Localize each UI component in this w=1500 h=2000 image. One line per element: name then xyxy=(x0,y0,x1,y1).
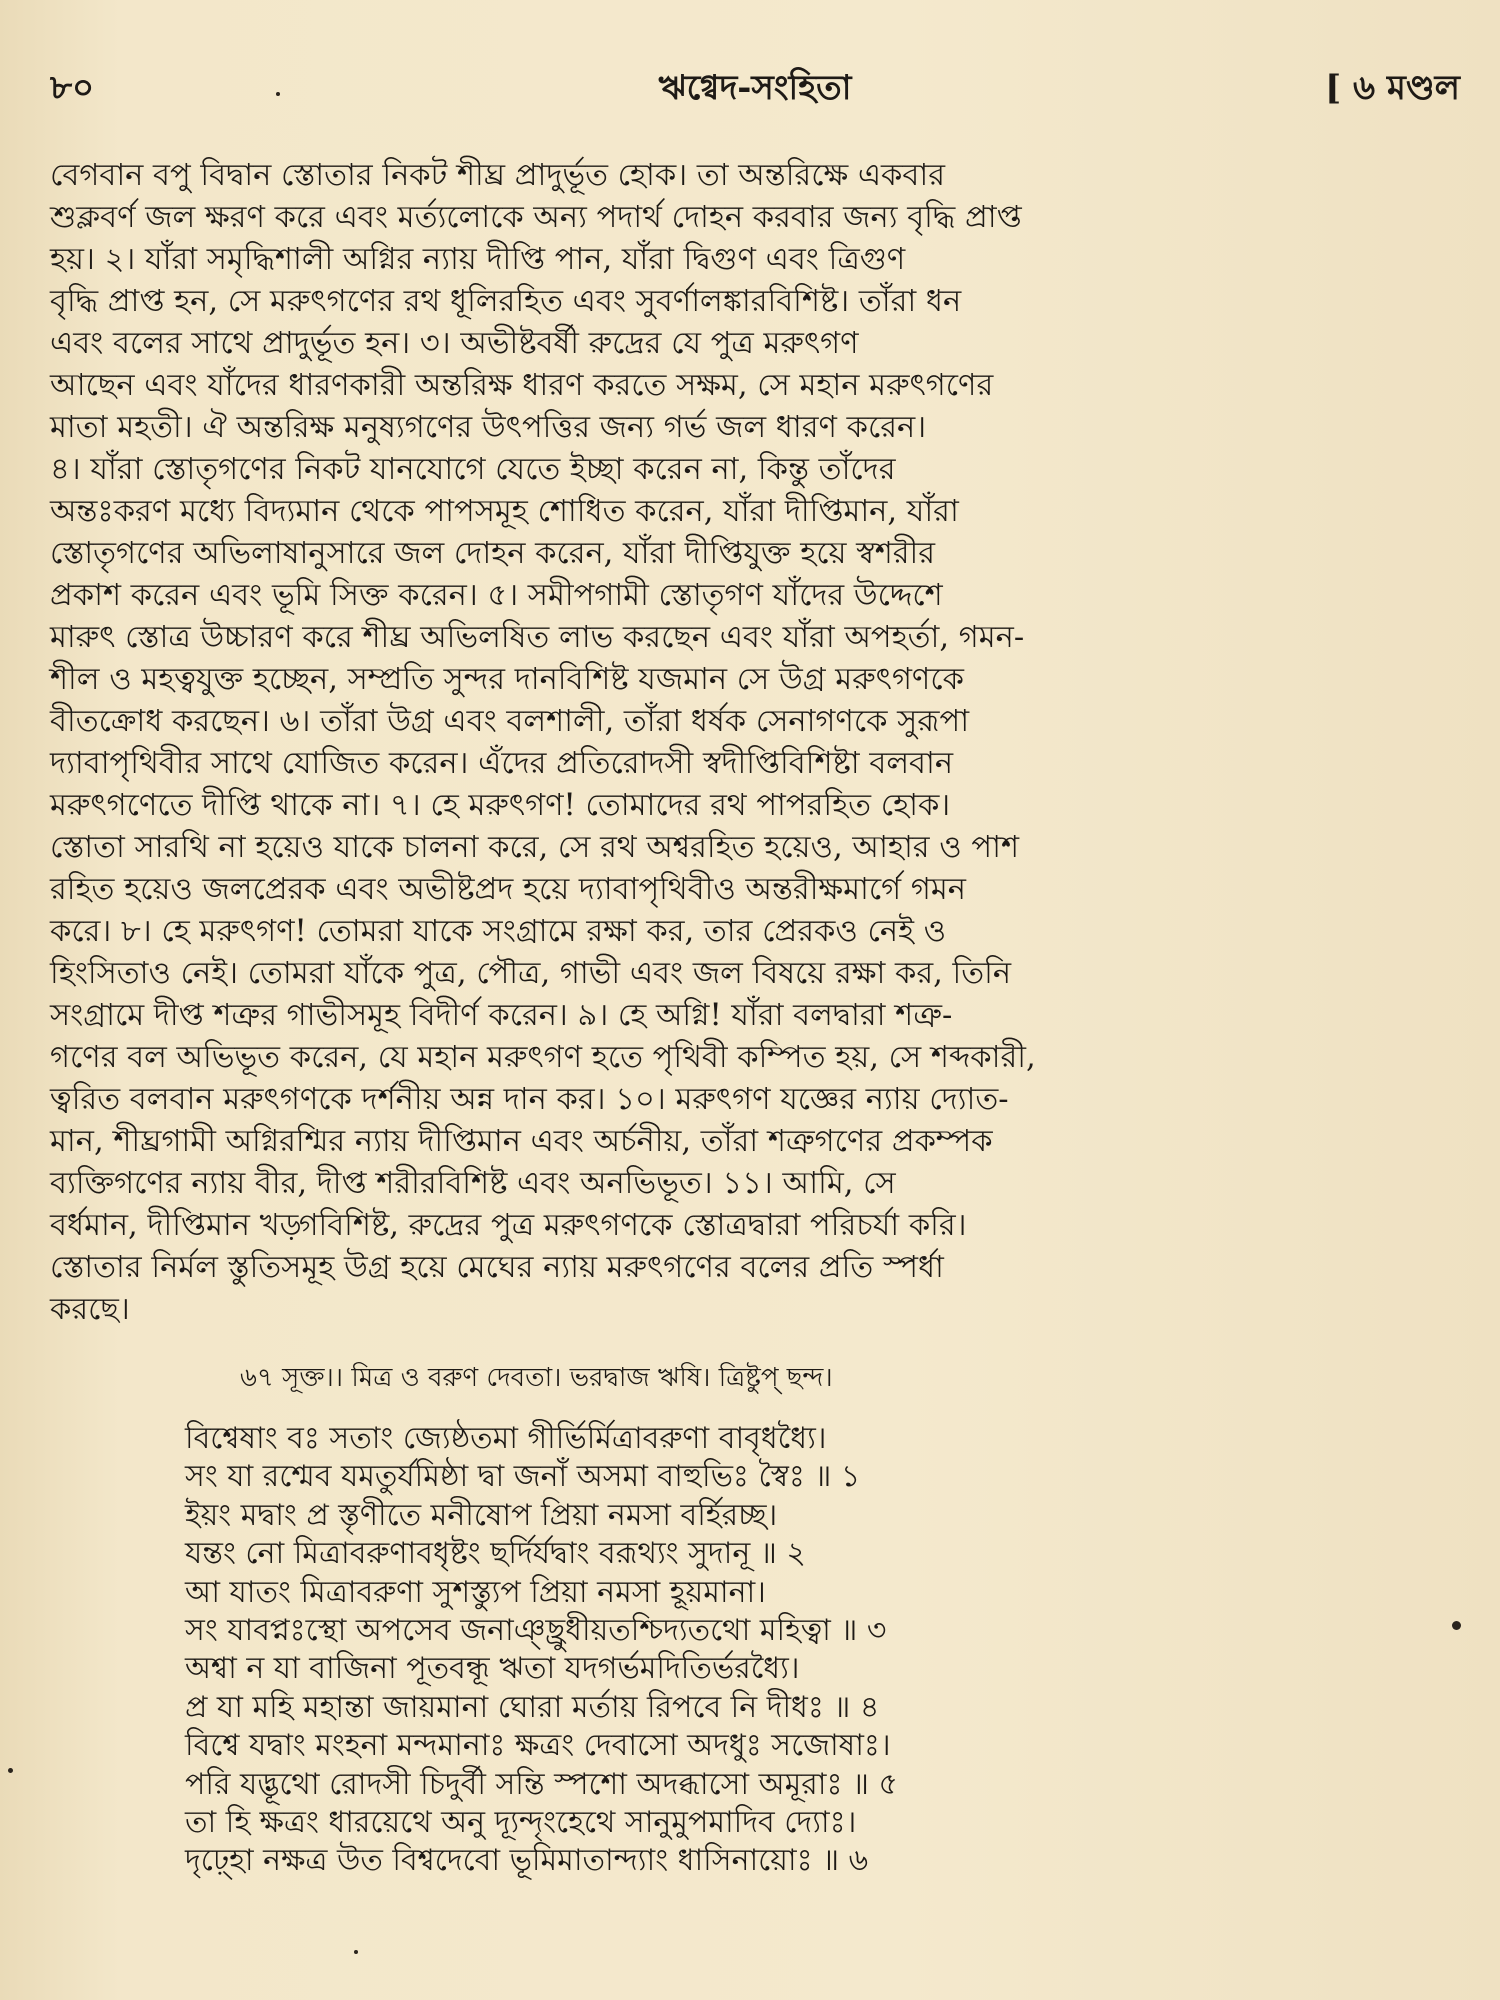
prose-line: গণের বল অভিভূত করেন, যে মহান মরুৎগণ হতে পৃথিবী কম্পিত হয়, সে শব্দকারী, xyxy=(50,1040,1036,1075)
sanskrit-verses xyxy=(185,1420,1335,1881)
prose-line: এবং বলের সাথে প্রাদুর্ভূত হন। ৩। অভীষ্টবর্ষী রুদ্রের যে পুত্র মরুৎগণ xyxy=(50,326,859,361)
verse-line: সং যা রশ্মেব যমতুর্যমিষ্ঠা দ্বা জনাঁ অসমা বাহুভিঃ স্বৈঃ ॥ ১ xyxy=(185,1459,861,1495)
prose-line: শীল ও মহত্বযুক্ত হচ্ছেন, সম্প্রতি সুন্দর দানবিশিষ্ট যজমান সে উগ্র মরুৎগণকে xyxy=(50,662,964,697)
prose-line: বৃদ্ধি প্রাপ্ত হন, সে মরুৎগণের রথ ধূলিরহিত এবং সুবর্ণালঙ্কারবিশিষ্ট। তাঁরা ধন xyxy=(50,284,962,319)
mandala-label: [ ৬ মণ্ডল xyxy=(1325,68,1460,108)
prose-line: স্তোতার নির্মল স্তুতিসমূহ উগ্র হয়ে মেঘের ন্যায় মরুৎগণের বলের প্রতি স্পর্ধা xyxy=(50,1250,944,1285)
prose-line: আছেন এবং যাঁদের ধারণকারী অন্তরিক্ষ ধারণ করতে সক্ষম, সে মহান মরুৎগণের xyxy=(50,368,994,403)
page-number: ৮০ xyxy=(50,68,95,108)
verse-line: সং যাবপ্নঃস্থো অপসেব জনাঞ্ছ্রুধীয়তশ্চিদ্যতথো মহিত্বা ॥ ৩ xyxy=(185,1613,887,1649)
translation-prose xyxy=(50,155,1465,1331)
prose-line: করছে। xyxy=(50,1292,130,1327)
prose-line: ৪। যাঁরা স্তোতৃগণের নিকট যানযোগে যেতে ইচ্ছা করেন না, কিন্তু তাঁদের xyxy=(50,452,896,487)
prose-line: বীতক্রোধ করছেন। ৬। তাঁরা উগ্র এবং বলশালী, তাঁরা ধর্ষক সেনাগণকে সুরূপা xyxy=(50,704,970,739)
ink-speck xyxy=(276,92,280,96)
verse-line: তা হি ক্ষত্রং ধারয়েথে অনু দ্যূন্দৃংহেথে সানুমুপমাদিব দ্যোঃ। xyxy=(185,1805,857,1841)
prose-line: করে। ৮। হে মরুৎগণ! তোমরা যাকে সংগ্রামে রক্ষা কর, তার প্রেরকও নেই ও xyxy=(50,914,947,949)
prose-line: হিংসিতাও নেই। তোমরা যাঁকে পুত্র, পৌত্র, গাভী এবং জল বিষয়ে রক্ষা কর, তিনি xyxy=(50,956,1012,991)
verse-line: বিশ্বে যদ্বাং মংহনা মন্দমানাঃ ক্ষত্রং দেবাসো অদধুঃ সজোষাঃ। xyxy=(185,1728,891,1764)
prose-line: মারুৎ স্তোত্র উচ্চারণ করে শীঘ্র অভিলষিত লাভ করছেন এবং যাঁরা অপহর্তা, গমন- xyxy=(50,620,1025,655)
prose-line: সংগ্রামে দীপ্ত শত্রুর গাভীসমূহ বিদীর্ণ করেন। ৯। হে অগ্নি! যাঁরা বলদ্বারা শত্রু- xyxy=(50,998,953,1033)
sukta-heading: ৬৭ সূক্ত।। মিত্র ও বরুণ দেবতা। ভরদ্বাজ ঋষি। ত্রিষ্টুপ্ ছন্দ। xyxy=(240,1363,833,1393)
prose-line: মাতা মহতী। ঐ অন্তরিক্ষ মনুষ্যগণের উৎপত্তির জন্য গর্ভ জল ধারণ করেন। xyxy=(50,410,927,445)
verse-line: আ যাতং মিত্রাবরুণা সুশস্ত্যুপ প্রিয়া নমসা হূয়মানা। xyxy=(185,1574,766,1610)
verse-line: ইয়ং মদ্বাং প্র স্তৃণীতে মনীষোপ প্রিয়া নমসা বর্হিরচ্ছ। xyxy=(185,1497,778,1533)
prose-line: মান, শীঘ্রগামী অগ্নিরশ্মির ন্যায় দীপ্তিমান এবং অর্চনীয়, তাঁরা শত্রুগণের প্রকম্পক xyxy=(50,1124,993,1159)
prose-line: রহিত হয়েও জলপ্রেরক এবং অভীষ্টপ্রদ হয়ে দ্যাবাপৃথিবীও অন্তরীক্ষমার্গে গমন xyxy=(50,872,966,907)
ink-speck xyxy=(1452,1621,1461,1630)
running-title: ঋগ্বেদ-সংহিতা xyxy=(658,68,852,108)
prose-line: প্রকাশ করেন এবং ভূমি সিক্ত করেন। ৫। সমীপগামী স্তোতৃগণ যাঁদের উদ্দেশে xyxy=(50,578,943,613)
page-header xyxy=(50,62,1460,122)
verse-line: বিশ্বেষাং বঃ সতাং জ্যেষ্ঠতমা গীর্ভির্মিত্রাবরুণা বাবৃধধ্যৈ। xyxy=(185,1421,827,1456)
prose-line: দ্যাবাপৃথিবীর সাথে যোজিত করেন। এঁদের প্রতিরোদসী স্বদীপ্তিবিশিষ্টা বলবান xyxy=(50,746,954,781)
prose-line: হয়। ২। যাঁরা সমৃদ্ধিশালী অগ্নির ন্যায় দীপ্তি পান, যাঁরা দ্বিগুণ এবং ত্রিগুণ xyxy=(50,242,906,277)
ink-speck xyxy=(354,1950,358,1954)
verse-line: যন্তং নো মিত্রাবরুণাবধৃষ্টং ছর্দির্যদ্বাং বরূথ্যং সুদানূ ॥ ২ xyxy=(185,1536,806,1572)
prose-line: স্তোতৃগণের অভিলাষানুসারে জল দোহন করেন, যাঁরা দীপ্তিযুক্ত হয়ে স্বশরীর xyxy=(50,536,936,571)
verse-line: দৃঢ়্হো নক্ষত্র উত বিশ্বদেবো ভূমিমাতান্দ্যাং ধাসিনায়োঃ ॥ ৬ xyxy=(185,1843,869,1879)
ink-speck xyxy=(8,1768,13,1773)
prose-line: মরুৎগণেতে দীপ্তি থাকে না। ৭। হে মরুৎগণ! তোমাদের রথ পাপরহিত হোক। xyxy=(50,788,951,823)
verse-line: অশ্বা ন যা বাজিনা পূতবন্ধূ ঋতা যদগর্ভমদিতির্ভরধ্যৈ। xyxy=(185,1651,800,1687)
prose-line: বেগবান বপু বিদ্বান স্তোতার নিকট শীঘ্র প্রাদুর্ভূত হোক। তা অন্তরিক্ষে একবার xyxy=(50,158,945,193)
prose-line: শুক্লবর্ণ জল ক্ষরণ করে এবং মর্ত্যলোকে অন্য পদার্থ দোহন করবার জন্য বৃদ্ধি প্রাপ্ত xyxy=(50,200,1022,235)
verse-line: পরি যদ্ভূথো রোদসী চিদুর্বী সন্তি স্পশো অদব্ধাসো অমূরাঃ ॥ ৫ xyxy=(185,1766,898,1802)
prose-line: ব্যক্তিগণের ন্যায় বীর, দীপ্ত শরীরবিশিষ্ট এবং অনভিভূত। ১১। আমি, সে xyxy=(50,1166,896,1201)
prose-line: অন্তঃকরণ মধ্যে বিদ্যমান থেকে পাপসমূহ শোধিত করেন, যাঁরা দীপ্তিমান, যাঁরা xyxy=(50,494,959,529)
prose-line: বর্ধমান, দীপ্তিমান খড়্গবিশিষ্ট, রুদ্রের পুত্র মরুৎগণকে স্তোত্রদ্বারা পরিচর্যা করি। xyxy=(50,1208,967,1243)
verse-line: প্র যা মহি মহান্তা জায়মানা ঘোরা মর্তায় রিপবে নি দীধঃ ॥ ৪ xyxy=(185,1689,880,1725)
prose-line: ত্বরিত বলবান মরুৎগণকে দর্শনীয় অন্ন দান কর। ১০। মরুৎগণ যজ্ঞের ন্যায় দ্যোত- xyxy=(50,1082,1009,1117)
prose-line: স্তোতা সারথি না হয়েও যাকে চালনা করে, সে রথ অশ্বরহিত হয়েও, আহার ও পাশ xyxy=(50,830,1020,865)
